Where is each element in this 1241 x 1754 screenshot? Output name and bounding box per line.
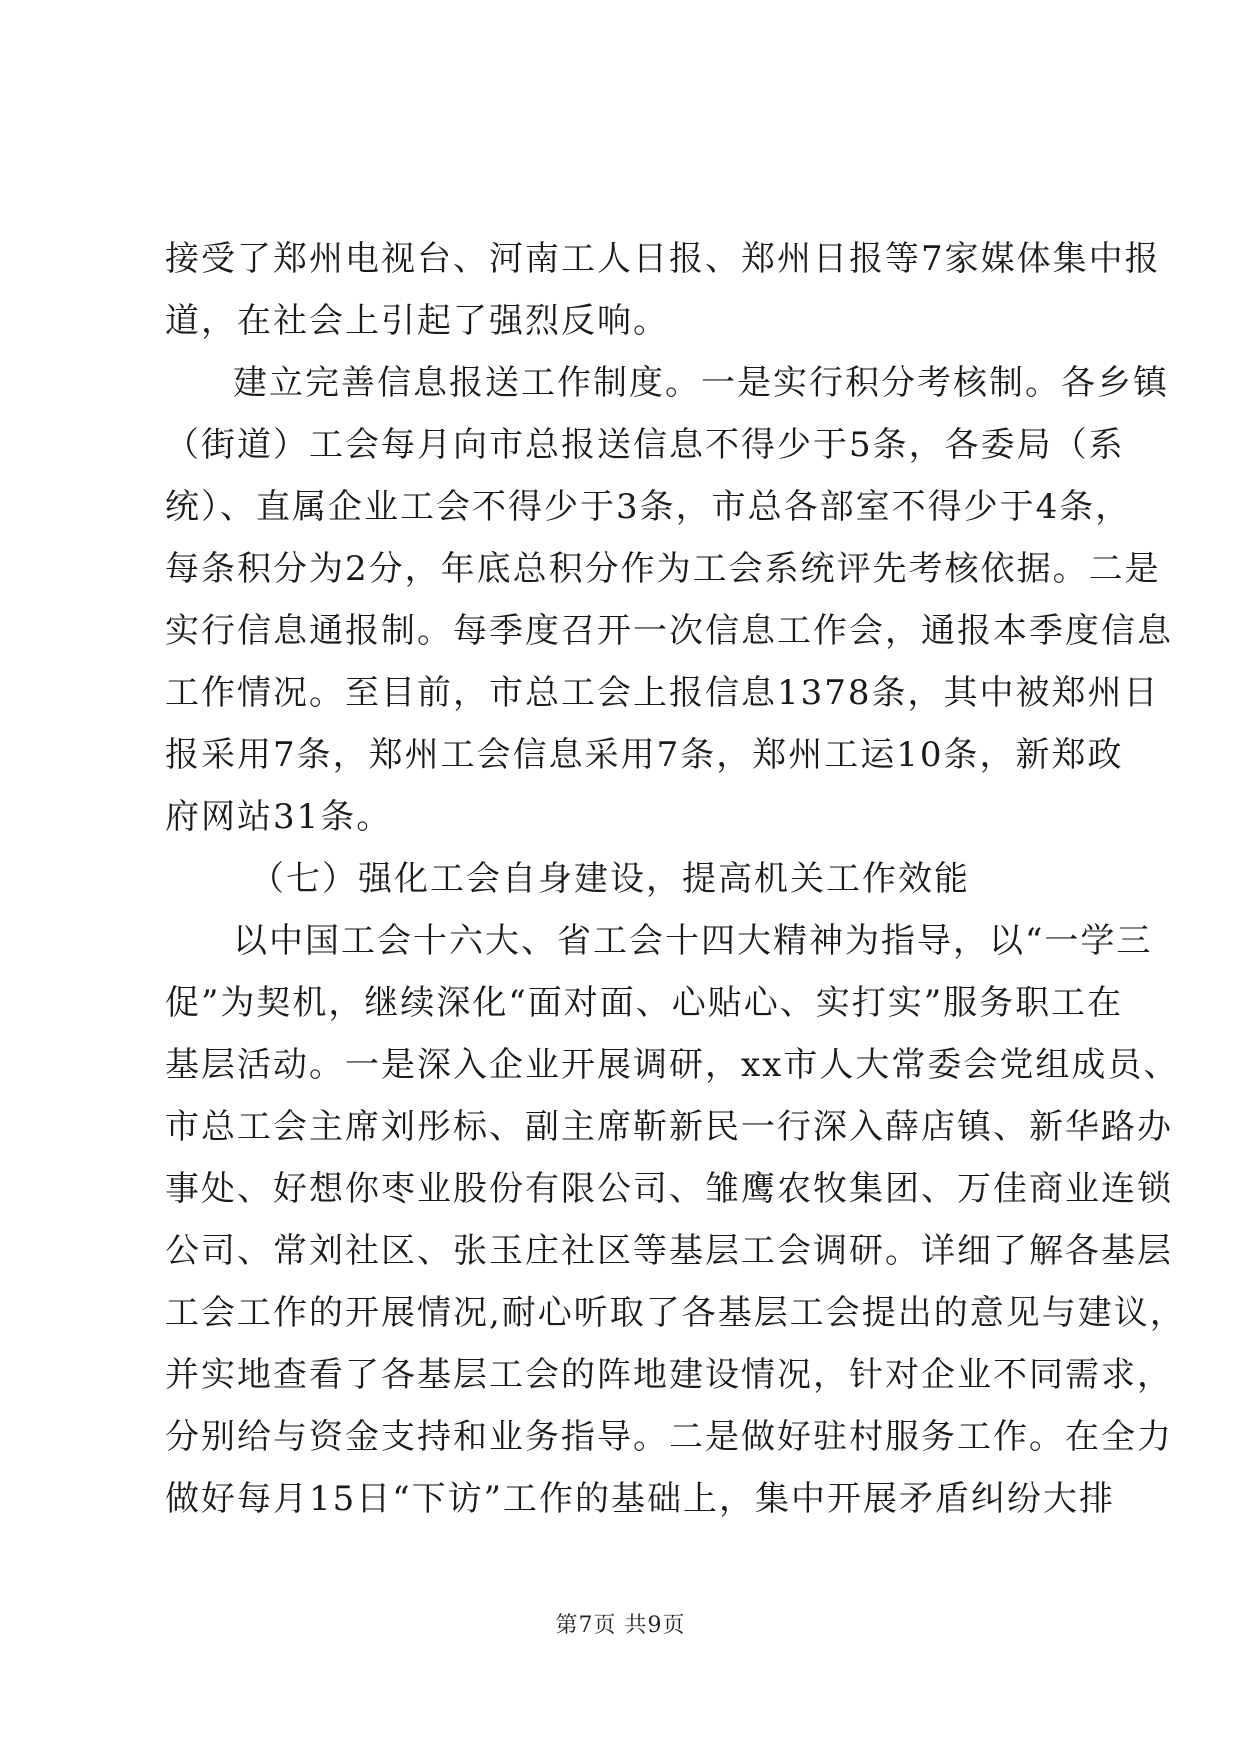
text-line: 并实地查看了各基层工会的阵地建设情况，针对企业不同需求，	[165, 1355, 1173, 1395]
text-line: 事处、好想你枣业股份有限公司、雏鹰农牧集团、万佳商业连锁	[165, 1169, 1173, 1209]
text-line: 基层活动。一是深入企业开展调研，xx市人大常委会党组成员、	[165, 1045, 1180, 1085]
text-line: 道，在社会上引起了强烈反响。	[165, 301, 669, 341]
text-line: 工作情况。至目前，市总工会上报信息1378条，其中被郑州日	[165, 673, 1160, 713]
text-line: 统）、直属企业工会不得少于3条，市总各部室不得少于4条，	[165, 487, 1132, 527]
text-line: 市总工会主席刘彤标、副主席靳新民一行深入薛店镇、新华路办	[165, 1107, 1173, 1147]
text-line: （街道）工会每月向市总报送信息不得少于5条，各委局（系	[165, 425, 1125, 465]
text-line: 接受了郑州电视台、河南工人日报、郑州日报等7家媒体集中报	[165, 239, 1161, 279]
text-line: 工会工作的开展情况,耐心听取了各基层工会提出的意见与建议，	[165, 1293, 1186, 1333]
text-line: 每条积分为2分，年底总积分作为工会系统评先考核依据。二是	[165, 549, 1161, 589]
text-line: 实行信息通报制。每季度召开一次信息工作会，通报本季度信息	[165, 611, 1173, 651]
text-line: 分别给与资金支持和业务指导。二是做好驻村服务工作。在全力	[165, 1417, 1173, 1457]
document-body	[165, 228, 1186, 1530]
page-number-footer: 第7页 共9页	[555, 1613, 686, 1638]
paragraph-start-line: 以中国工会十六大、省工会十四大精神为指导，以“一学三	[233, 921, 1153, 961]
text-line: 促”为契机，继续深化“面对面、心贴心、实打实”服务职工在	[165, 983, 1124, 1023]
text-line: 府网站31条。	[165, 797, 393, 837]
text-line: 报采用7条，郑州工会信息采用7条，郑州工运10条，新郑政	[165, 735, 1124, 775]
text-line: 做好每月15日“下访”工作的基础上，集中开展矛盾纠纷大排	[165, 1479, 1116, 1519]
section-heading: （七）强化工会自身建设，提高机关工作效能	[250, 859, 970, 899]
paragraph-start-line: 建立完善信息报送工作制度。一是实行积分考核制。各乡镇	[233, 363, 1169, 403]
text-line: 公司、常刘社区、张玉庄社区等基层工会调研。详细了解各基层	[165, 1231, 1173, 1271]
